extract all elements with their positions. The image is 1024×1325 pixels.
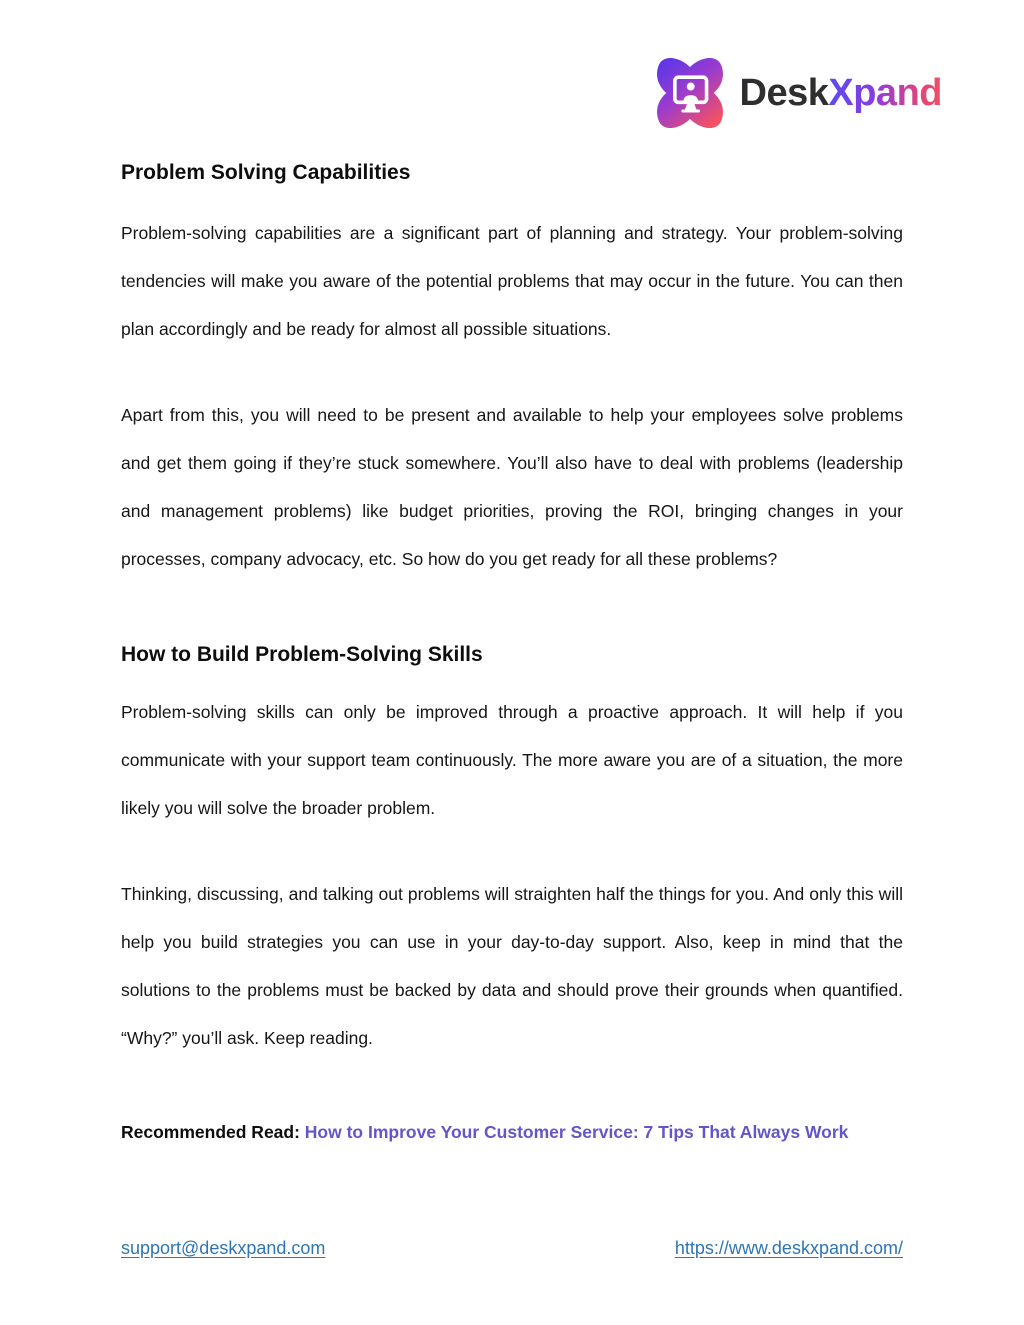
deskxpand-logo: [654, 56, 942, 130]
heading-how-to-build-skills: How to Build Problem-Solving Skills: [121, 643, 483, 666]
brand-text-xpand: Xpand: [828, 72, 942, 114]
recommended-read-label: Recommended Read:: [121, 1122, 305, 1142]
page-footer: [121, 1238, 903, 1259]
website-url-link[interactable]: https://www.deskxpand.com/: [674, 1238, 903, 1258]
deskxpand-logo-icon: [654, 56, 726, 130]
heading-problem-solving-capabilities: Problem Solving Capabilities: [121, 161, 411, 184]
paragraph-build-skills-1: Problem-solving skills can only be improved through a proactive approach. It will help if you communicate with your support team continuously. The more aware you are of a situation, the more likely you will solve the broader problem.: [121, 702, 903, 818]
deskxpand-wordmark: [740, 74, 942, 112]
recommended-read-line: [121, 1118, 903, 1146]
paragraph-problem-solving-1: Problem-solving capabilities are a significant part of planning and strategy. Your problem-solving tendencies will make you aware of the potential problems that may occur in the future. You can then plan accordingly and be ready for almost all possible situations.: [121, 223, 903, 339]
support-email-link[interactable]: support@deskxpand.com: [121, 1238, 326, 1258]
paragraph-problem-solving-2: Apart from this, you will need to be present and available to help your employees solve problems and get them going if they’re stuck somewhere. You’ll also have to deal with problems (leadership and management problems) like budget priorities, proving the ROI, bringing changes in your processes, company advocacy, etc. So how do you get ready for all these problems?: [121, 405, 903, 569]
brand-text-desk: Desk: [739, 72, 829, 114]
recommended-read-link[interactable]: How to Improve Your Customer Service: 7 Tips That Always Work: [304, 1122, 849, 1142]
paragraph-build-skills-2: Thinking, discussing, and talking out problems will straighten half the things for you. And only this will help you build strategies you can use in your day-to-day support. Also, keep in mind that the solutions to the problems must be backed by data and should prove their grounds when quantified. “Why?” you’ll ask. Keep reading.: [121, 884, 903, 1048]
